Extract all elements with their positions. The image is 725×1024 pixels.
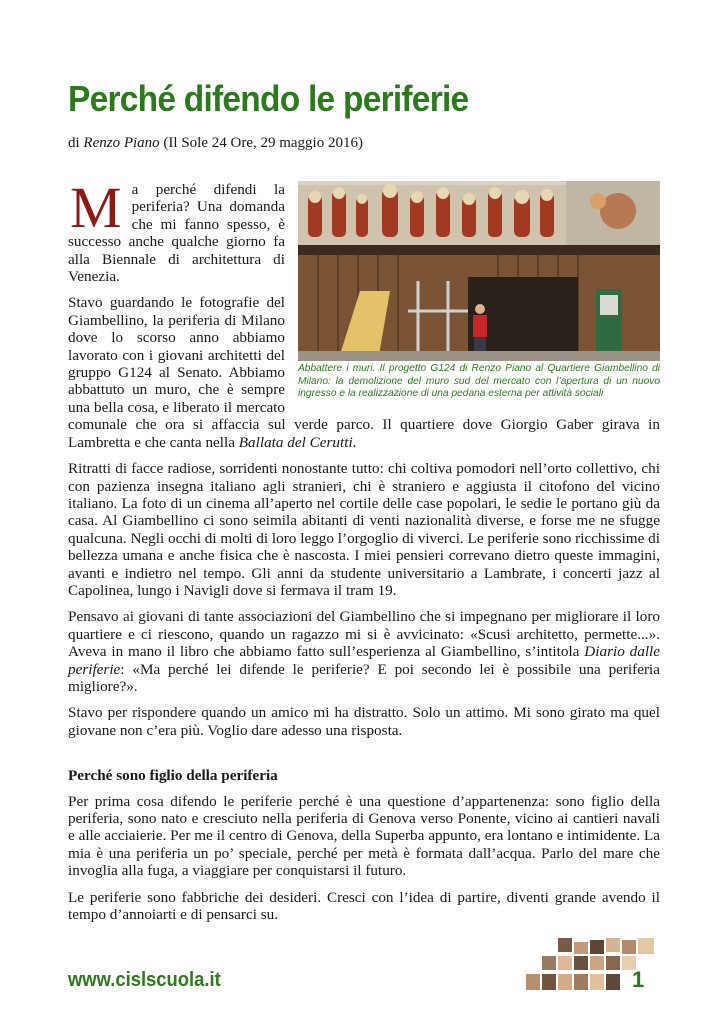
- paragraph-4-end: : «Ma perché lei difende le periferie? E poi secondo lei è possibile una periferia migliore?».: [68, 660, 660, 695]
- paragraph-2-text: Stavo guardando le fotografie del Giambellino, la periferia di Milano dove lo scorso anno abbiamo lavorato con i giovani architetti del gruppo G124 al Senato. Abbiamo abbattuto un muro, che è sempre una bella cosa, e liberato il mercato comunale che ora si affaccia sul verde parco. Il quartiere dove Giorgio Gaber girava in Lambretta e che canta nella: [68, 294, 660, 451]
- section-heading: Perché sono figlio della periferia: [68, 767, 278, 785]
- paragraph-6: Per prima cosa difendo le periferie perché è una questione d’appartenenza: sono figlio della periferia, sono nato e cresciuto nella periferia di Genova verso Ponente, vicino ai cantieri navali e alle acciaierie. Per me il centro di Genova, della Superba appunto, era lontano e intimidente. La mia è una periferia un po’ speciale, perché per metà è formata dall’acqua. Parlo del mare che invoglia alla fuga, a viaggiare per conquistarsi il futuro.: [68, 792, 660, 880]
- drop-cap: M: [70, 175, 122, 240]
- article-title: Perché difendo le periferie: [68, 78, 469, 119]
- article-body: [68, 175, 660, 932]
- paragraph-4-text: Pensavo ai giovani di tante associazioni del Giambellino che si impegnano per migliorare il loro quartiere e ci riescono, quando un ragazzo mi si è avvicinato: «Scusi architetto, permette...». Aveva in mano il libro che abbiamo fatto sull’esperienza al Giambellino, s’intitola: [68, 608, 660, 661]
- paragraph-5: Stavo per rispondere quando un amico mi ha distratto. Solo un attimo. Mi sono girato ma quel giovane non c’era più. Voglio dare adesso una risposta.: [68, 704, 660, 739]
- figure-caption: Abbattere i muri. Il progetto G124 di Renzo Piano al Quartiere Giambellino di Milano: la demolizione del muro sud del mercato con l’apertura di un nuovo ingresso e la realizzazione di una pedana esterna per attività sociali: [298, 363, 660, 400]
- paragraph-2-end: .: [352, 433, 357, 451]
- page-number: 1: [632, 967, 645, 992]
- paragraph-4-book-title: Diario dalle periferie: [68, 643, 660, 678]
- paragraph-3: Ritratti di facce radiose, sorridenti nonostante tutto: chi coltiva pomodori nell’orto collettivo, chi con pazienza insegna italiano agli stranieri, chi è straniero e aggiusta il citofono del vicino italiano. La foto di un cinema all’aperto nel cortile delle case popolari, le sedie le portano giù da casa. Al Giambellino ci sono seimila abitanti di venti nazionalità diverse, e forse me ne sfugge qualcuna. Negli occhi di molti di loro leggo l’orgoglio di viverci. Le periferie sono ricchissime di bellezza umana e anche fisica che è nascosta. I miei pensieri correvano dietro queste immagini, avanti e indietro nel tempo. Gli anni da studente universitario a Lambrate, i concerti jazz al Capolinea, lungo i Navigli dove si fermava il tram 19.: [68, 460, 660, 599]
- article-figure: [298, 181, 660, 401]
- paragraph-1-text: a perché difendi la periferia? Una domanda che mi fanno spesso, è successo anche qualche giorno fa alla Biennale di architettura di Venezia.: [68, 181, 285, 286]
- byline-source: (Il Sole 24 Ore, 29 maggio 2016): [159, 135, 363, 151]
- author-name: Renzo Piano: [83, 135, 160, 151]
- byline: [68, 135, 363, 152]
- byline-prefix: di: [68, 135, 84, 151]
- giambellino-market-photo: [298, 181, 660, 361]
- footer-website-link[interactable]: www.cislscuola.it: [68, 969, 221, 991]
- paragraph-4: [68, 608, 660, 695]
- paragraph-7: Le periferie sono fabbriche dei desideri. Cresci con l’idea di partire, diventi grande avendo il tempo d’annoiarti e di pensarci su.: [68, 888, 660, 924]
- paragraph-2-title-ref: Ballata del Cerutti: [238, 433, 353, 451]
